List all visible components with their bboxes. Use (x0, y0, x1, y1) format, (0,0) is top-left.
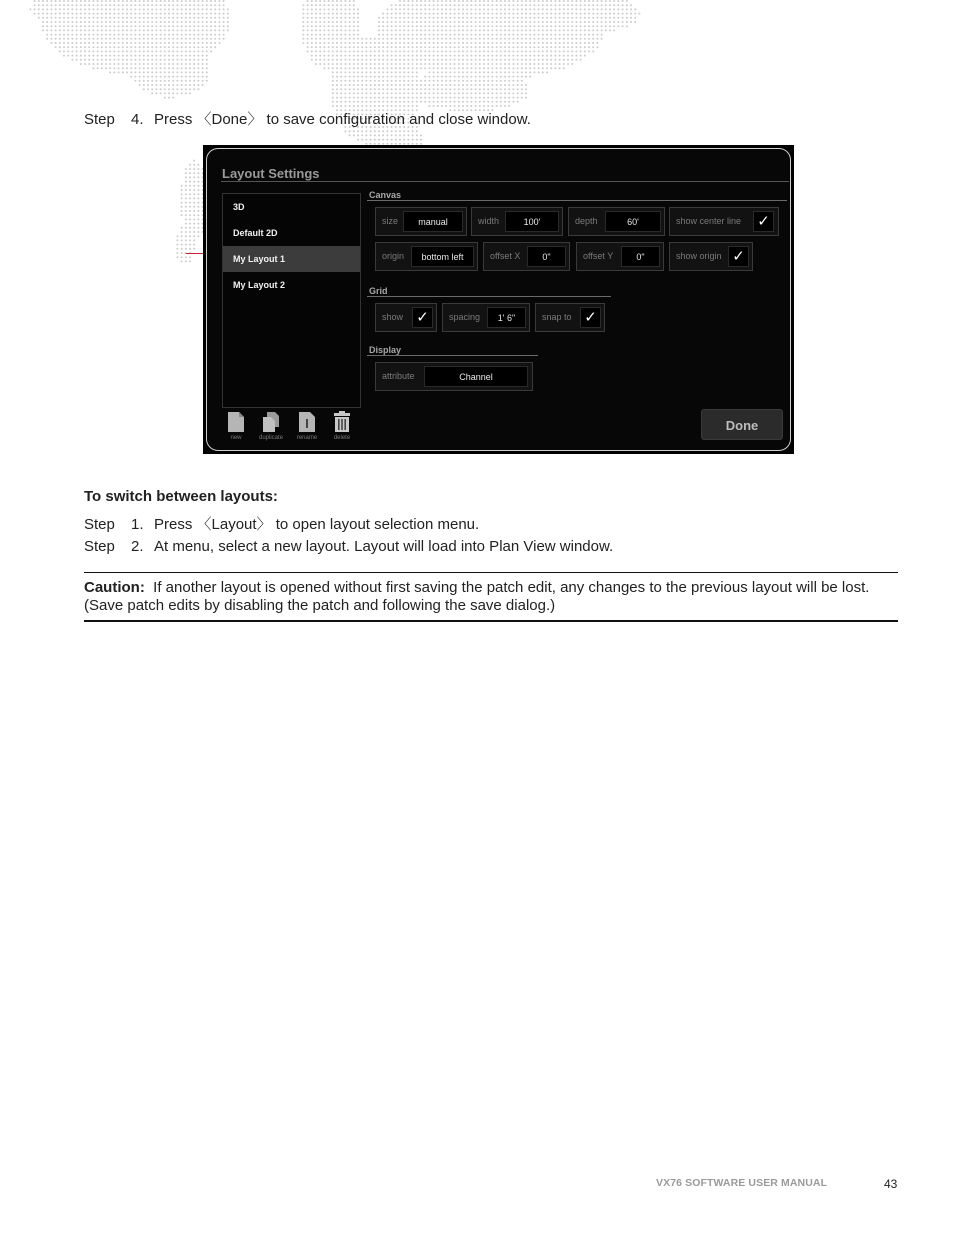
origin-label: origin (382, 251, 405, 261)
new-file-icon (227, 411, 245, 433)
offset-y-value[interactable]: 0" (621, 246, 660, 267)
size-field[interactable] (375, 207, 467, 236)
rename-layout-button[interactable] (292, 411, 322, 441)
attribute-field[interactable] (375, 362, 533, 391)
show-origin-field[interactable] (669, 242, 753, 271)
grid-spacing-field[interactable] (442, 303, 530, 332)
layout-item-default-2d[interactable]: Default 2D (233, 228, 278, 238)
grid-snap-to-label: snap to (542, 312, 572, 322)
show-center-line-field[interactable] (669, 207, 779, 236)
step-label: Step (84, 111, 115, 128)
step-label: Step (84, 516, 115, 533)
grid-divider (367, 296, 611, 297)
layout-item-my-layout-1[interactable]: My Layout 1 (223, 246, 360, 272)
origin-value[interactable]: bottom left (411, 246, 474, 267)
window-title: Layout Settings (222, 166, 320, 181)
duplicate-layout-button[interactable] (256, 411, 286, 441)
title-divider (221, 181, 789, 182)
width-value[interactable]: 100' (505, 211, 559, 232)
switch-layouts-heading: To switch between layouts: (84, 488, 278, 505)
grid-snap-to-field[interactable] (535, 303, 605, 332)
depth-field[interactable] (568, 207, 665, 236)
layout-settings-window (203, 145, 794, 454)
grid-spacing-value[interactable]: 1' 6" (487, 307, 526, 328)
caution-top-rule (84, 572, 898, 573)
grid-show-label: show (382, 312, 404, 322)
size-value[interactable]: manual (403, 211, 463, 232)
switch-step-1 (84, 513, 479, 534)
width-label: width (478, 216, 500, 226)
offset-y-field[interactable] (576, 242, 664, 271)
width-field[interactable] (471, 207, 563, 236)
show-origin-label: show origin (676, 251, 722, 261)
step-text: At menu, select a new layout. Layout will load into Plan View window. (154, 538, 614, 555)
layout-item-my-layout-2[interactable]: My Layout 2 (233, 280, 286, 290)
grid-spacing-label: spacing (449, 312, 481, 322)
canvas-divider (367, 200, 787, 201)
canvas-section-title: Canvas (369, 190, 402, 200)
layout-list (222, 193, 361, 408)
switch-step-2 (84, 538, 613, 555)
step-4 (84, 108, 531, 129)
caution-text: If another layout is opened without first saving the patch edit, any changes to the previous layout will be lost. (Save patch edits by disabling the patch and following the save dialog.) (84, 579, 870, 614)
grid-show-checkbox[interactable]: ✓ (412, 307, 433, 328)
new-label: new (230, 435, 242, 441)
offset-x-label: offset X (490, 251, 521, 261)
offset-y-label: offset Y (583, 251, 614, 261)
duplicate-icon (262, 411, 280, 433)
step-text: Press 〈Done〉 to save configuration and close window. (154, 111, 531, 128)
show-origin-checkbox[interactable]: ✓ (728, 246, 749, 267)
attribute-label: attribute (382, 371, 415, 381)
caution-bottom-rule (84, 620, 898, 622)
step-number: 1. (131, 516, 144, 533)
rename-icon (298, 411, 316, 433)
display-divider (367, 355, 538, 356)
grid-snap-to-checkbox[interactable]: ✓ (580, 307, 601, 328)
size-label: size (382, 216, 399, 226)
delete-layout-button[interactable] (327, 411, 357, 441)
show-center-line-checkbox[interactable]: ✓ (753, 211, 774, 232)
offset-x-value[interactable]: 0" (527, 246, 566, 267)
window-frame (206, 148, 791, 451)
display-section-title: Display (369, 345, 402, 355)
done-button[interactable]: Done (701, 409, 783, 440)
depth-value[interactable]: 60' (605, 211, 661, 232)
step-number: 4. (131, 111, 144, 128)
grid-show-field[interactable] (375, 303, 437, 332)
duplicate-label: duplicate (258, 435, 284, 441)
attribute-value[interactable]: Channel (424, 366, 528, 387)
step-number: 2. (131, 538, 144, 555)
show-center-line-label: show center line (676, 216, 742, 226)
caution-note (84, 579, 898, 615)
delete-label: delete (333, 435, 351, 441)
trash-icon (333, 411, 351, 433)
layout-item-3d[interactable]: 3D (233, 202, 245, 212)
step-label: Step (84, 538, 115, 555)
footer-manual-title: VX76 SOFTWARE USER MANUAL (656, 1177, 828, 1189)
caution-label: Caution: (84, 579, 145, 596)
step-text: Press 〈Layout〉 to open layout selection menu. (154, 516, 480, 533)
depth-label: depth (575, 216, 598, 226)
grid-section-title: Grid (369, 286, 388, 296)
new-layout-button[interactable] (221, 411, 251, 441)
rename-label: rename (296, 435, 318, 441)
offset-x-field[interactable] (483, 242, 570, 271)
page-number: 43 (884, 1177, 898, 1191)
origin-field[interactable] (375, 242, 478, 271)
